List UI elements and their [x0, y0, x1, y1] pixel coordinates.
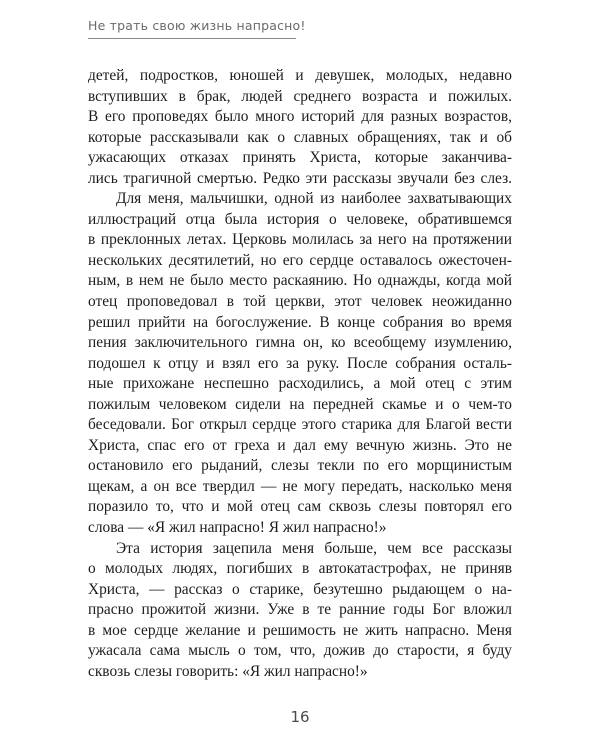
paragraph-3	[88, 539, 512, 683]
text-line: сквозь слезы говорить: «Я жил напрасно!»	[88, 662, 368, 680]
text-line: о молодых людях, погибших в автокатастрофах, не приняв	[88, 560, 512, 578]
text-line: детей, подростков, юношей и девушек, молодых, недавно	[88, 67, 512, 84]
running-head-title: Не трать свою жизнь напрасно!	[88, 18, 306, 33]
text-line: пожилым человеком сидели на передней скамье и о чем-то	[88, 395, 512, 413]
text-line: ным, в нем не было место раскаянию. Но однажды, когда мой	[88, 272, 512, 290]
text-line: прасно прожитой жизни. Уже в те ранние годы Бог вложил	[88, 601, 512, 619]
text-line: Для меня, мальчишки, одной из наиболее захватывающих	[116, 190, 512, 208]
text-line: которые рассказывали как о славных обращениях, так и об	[88, 128, 512, 146]
page-number: 16	[290, 708, 310, 726]
text-line: лись трагичной смертью. Редко эти рассказы звучали без слез.	[88, 169, 512, 187]
text-line: Христа, спас его от греха и дал ему вечную жизнь. Это не	[88, 436, 512, 454]
text-line: ужасала сама мысль о том, что, дожив до старости, я буду	[88, 642, 512, 660]
text-line: в мое сердце желание и решимость не жить напрасно. Меня	[88, 621, 512, 639]
text-line: остановило его рыданий, слезы текли по его морщинистым	[88, 457, 512, 475]
page-body	[88, 66, 512, 682]
running-head-rule	[88, 38, 296, 39]
text-line: ные прихожане неспешно расходились, а мой отец с этим	[88, 375, 512, 393]
text-line: подошел к отцу и взял его за руку. После собрания осталь-	[88, 354, 512, 372]
text-line: иллюстраций отца была история о человеке, обратившемся	[88, 210, 512, 228]
text-line: отец проповедовал в той церкви, этот человек неожиданно	[88, 293, 512, 311]
text-line: беседовали. Бог открыл сердце этого старика для Благой вести	[88, 416, 512, 434]
text-line: решил прийти на богослужение. В конце собрания во время	[88, 313, 512, 331]
paragraph-1	[88, 66, 512, 189]
text-line: ужасающих отказах принять Христа, которые заканчива-	[88, 149, 512, 167]
text-line: щекам, а он все твердил — не могу передать, насколько меня	[88, 477, 512, 495]
text-line: Христа, — рассказ о старике, безутешно рыдающем о на-	[88, 580, 512, 598]
text-line: поразило то, что и мой отец сам сквозь слезы повторял его	[88, 498, 512, 516]
text-line: слова — «Я жил напрасно! Я жил напрасно!»	[88, 519, 387, 537]
text-line: В его проповедях было много историй для разных возрастов,	[88, 108, 512, 126]
paragraph-2	[88, 189, 512, 538]
text-line: пения заключительного гимна он, ко всеобщему изумлению,	[88, 334, 512, 352]
text-line: нескольких десятилетий, но его сердце оставалось ожесточен-	[88, 251, 512, 269]
text-line: вступивших в брак, людей среднего возраста и пожилых.	[88, 87, 512, 105]
text-line: в преклонных летах. Церковь молилась за него на протяжении	[88, 231, 512, 249]
text-line: Эта история зацепила меня больше, чем все рассказы	[116, 539, 512, 557]
